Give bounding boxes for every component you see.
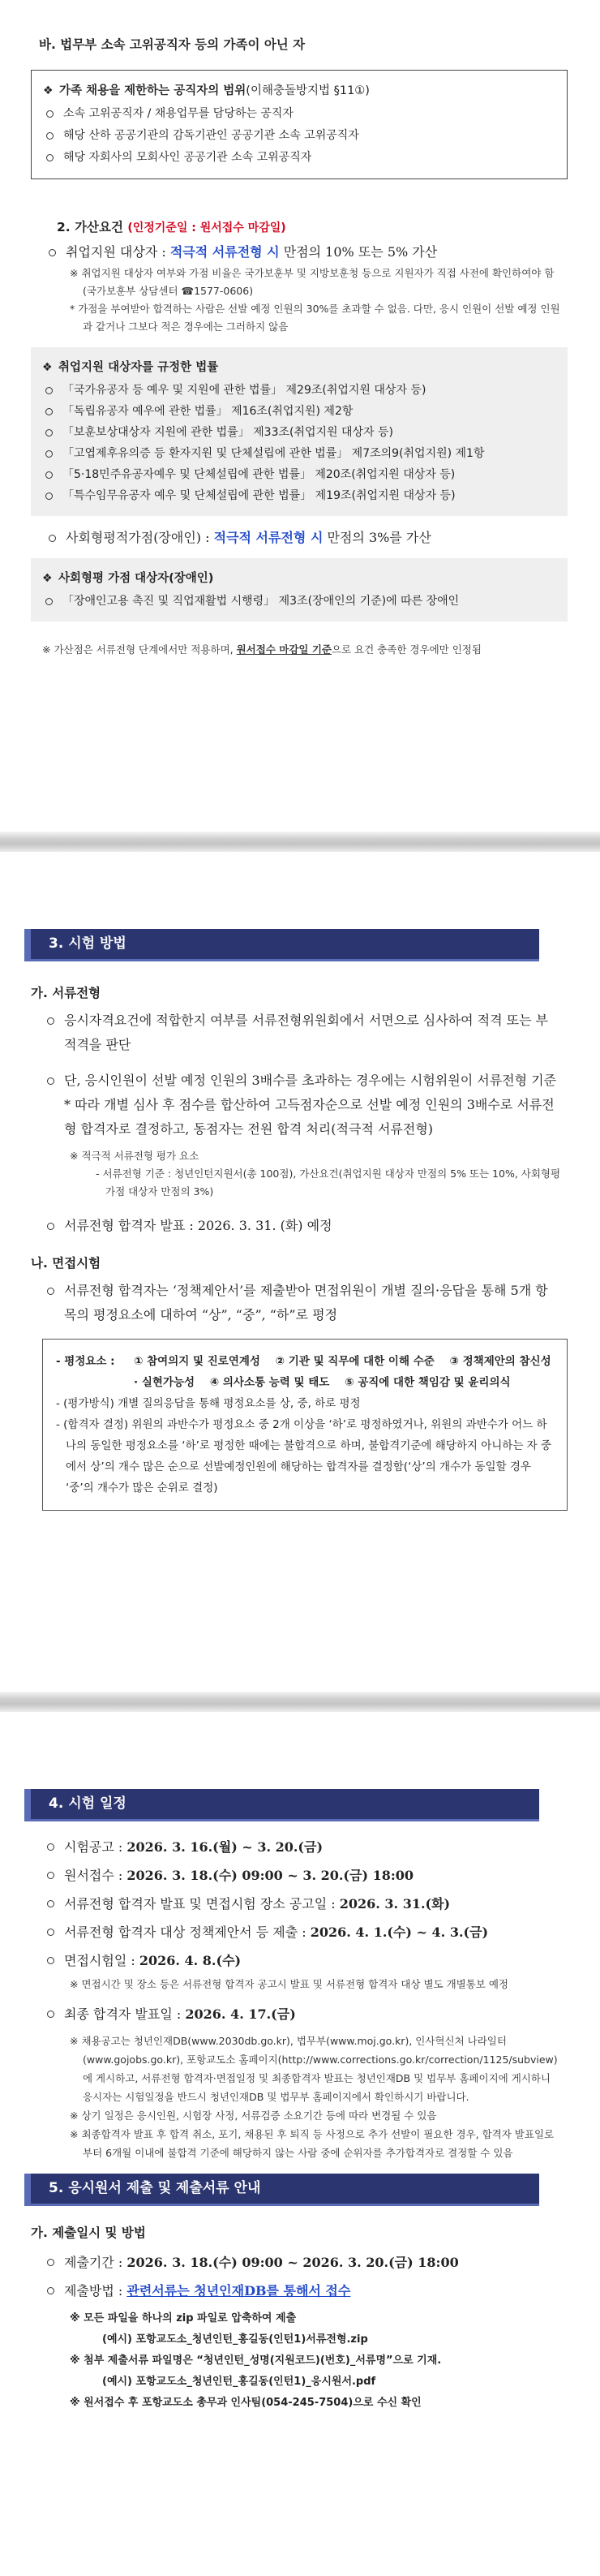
circle-bullet-icon	[47, 1017, 54, 1025]
circle-bullet-icon	[47, 1872, 54, 1879]
circle-bullet-icon	[45, 492, 53, 500]
screening-criteria-note: ※ 적극적 서류전형 평가 요소	[70, 1150, 199, 1162]
document-page-1	[0, 0, 600, 832]
submission-note: ※ 원서접수 후 포항교도소 총무과 인사팀(054-245-7504)으로 수신 확인	[70, 2397, 422, 2409]
schedule-item-text	[64, 1946, 241, 1975]
circle-bullet-icon	[47, 1843, 54, 1851]
document-screening-heading: 가. 서류전형	[31, 986, 101, 1000]
schedule-item	[24, 1833, 568, 1861]
circle-bullet-icon	[47, 1288, 54, 1295]
schedule-list	[24, 1833, 568, 1975]
interview-schedule-note: ※ 면접시간 및 장소 등은 서류전형 합격자 공고시 발표 및 서류전형 합격자 대상 별도 개별통보 예정	[70, 1978, 509, 1990]
employment-support-highlight: 적극적 서류전형 시	[169, 244, 280, 260]
schedule-item	[24, 1918, 568, 1946]
submission-heading: 가. 제출일시 및 방법	[31, 2226, 146, 2240]
schedule-note: ※ 채용공고는 청년인재DB(www.2030db.go.kr), 법무부(www.moj.go.kr), 인사혁신처 나라일터(www.gojobs.go.kr), 포항교도소 홈페이지(http://www.corrections.go.kr/correction/1125/subview)에 게시하고, 서류전형 합격자·면접일정 및 최종합격자 발표는 청년인재DB 및 법무부 홈페이지에 게시하니 응시자는 시험일정을 반드시 청년인재DB 및 법무부 홈페이지에서 확인하시기 바랍니다.	[70, 2035, 558, 2103]
social-equity-box-title	[42, 566, 556, 591]
evaluation-factors	[56, 1351, 554, 1393]
page-break	[0, 832, 600, 852]
circle-bullet-icon	[45, 598, 53, 605]
laws-box-title-text: 취업지원 대상자를 규정한 법률	[58, 361, 219, 374]
employment-support-label: 취업지원 대상자 :	[66, 244, 170, 260]
law-item-text: 「독립유공자 예우에 관한 법률」 제16조(취업지원) 제2항	[62, 405, 354, 418]
submission-method-value: 관련서류는 청년인재DB를 통해서 접수	[126, 2283, 351, 2299]
law-item-text: 「국가유공자 등 예우 및 지원에 관한 법률」 제29조(취업지원 대상자 등)	[62, 384, 426, 397]
circle-bullet-icon	[46, 154, 54, 161]
list-item-text: 소속 고위공직자 / 채용업무를 담당하는 공직자	[63, 107, 294, 120]
diamond-bullet-icon	[42, 355, 58, 380]
circle-bullet-icon	[47, 1929, 54, 1936]
evaluation-factor: ③ 정책제안의 참신성 · 실현가능성	[134, 1355, 551, 1389]
social-equity-highlight: 적극적 서류전형 시	[213, 530, 324, 545]
schedule-label: 시험공고 :	[64, 1839, 127, 1855]
schedule-date: 2026. 4. 8.(수)	[139, 1953, 242, 1968]
circle-bullet-icon	[45, 387, 53, 394]
evaluation-factors-label: - 평정요소 :	[56, 1355, 115, 1368]
schedule-note: ※ 상기 일정은 응시인원, 시험장 사정, 서류검증 소요기간 등에 따라 변경될 수 있음	[70, 2109, 437, 2122]
schedule-date: 2026. 3. 31.(화)	[339, 1896, 451, 1912]
evaluation-factor: ① 참여의지 및 진로연계성	[134, 1355, 260, 1368]
diamond-bullet-icon	[43, 79, 59, 103]
schedule-label: 서류전형 합격자 대상 정책제안서 등 제출 :	[64, 1924, 311, 1940]
family-restriction-box-title	[43, 79, 555, 103]
submission-note: ※ 모든 파일을 하나의 zip 파일로 압축하여 제출	[70, 2312, 297, 2324]
section-3-banner: 3. 시험 방법	[24, 929, 539, 961]
evaluation-factors-list	[134, 1351, 554, 1393]
list-item	[24, 1279, 568, 1327]
document-page-3	[0, 1712, 600, 2576]
laws-box	[31, 347, 568, 516]
circle-bullet-icon	[47, 1077, 54, 1085]
section-4-banner: 4. 시험 일정	[24, 1789, 539, 1821]
evaluation-factor: ⑤ 공직에 대한 책임감 및 윤리의식	[345, 1376, 511, 1389]
bonus-reference-date-note: (인정기준일 : 원서접수 마감일)	[127, 221, 286, 234]
circle-bullet-icon	[47, 1900, 54, 1907]
bonus-heading-text: 2. 가산요건	[57, 220, 128, 234]
circle-bullet-icon	[47, 1223, 54, 1230]
schedule-item-text	[64, 1918, 488, 1946]
list-item	[43, 125, 555, 147]
screening-result-announcement: 서류전형 합격자 발표 : 2026. 3. 31. (화) 예정	[64, 1218, 332, 1233]
list-item	[42, 464, 556, 485]
circle-bullet-icon	[45, 450, 53, 458]
list-item-text: 단, 응시인원이 선발 예정 인원의 3배수를 초과하는 경우에는 시험위원이 서류전형 기준* 따라 개별 심사 후 점수를 합산하여 고득점자순으로 선발 예정 인원의 3배수로 서류전형 합격자로 결정하고, 동점자는 전원 합격 처리(적극적 서류전형)	[64, 1073, 557, 1137]
circle-bullet-icon	[46, 110, 54, 118]
bonus-note-after: 으로 요건 충족한 경우에만 인정됨	[331, 643, 482, 656]
schedule-date: 2026. 4. 17.(금)	[185, 2006, 296, 2022]
social-equity-box-title-text: 사회형평 가점 대상자(장애인)	[58, 572, 214, 585]
list-item	[42, 591, 556, 612]
section-5-banner: 5. 응시원서 제출 및 제출서류 안내	[24, 2174, 539, 2206]
laws-box-title	[42, 355, 556, 380]
schedule-item	[24, 1861, 568, 1890]
list-item	[24, 1069, 568, 1142]
submission-period-item	[24, 2248, 568, 2277]
schedule-item-text	[64, 1890, 450, 1918]
list-item	[42, 443, 556, 464]
bonus-requirements-heading	[31, 215, 568, 240]
submission-period-label: 제출기간 :	[64, 2255, 127, 2270]
schedule-label: 최종 합격자 발표일 :	[64, 2006, 186, 2022]
circle-bullet-icon	[47, 2287, 54, 2294]
circle-bullet-icon	[45, 471, 53, 479]
social-equity-text	[66, 526, 431, 550]
social-equity-rest: 만점의 3%를 가산	[323, 530, 431, 545]
schedule-note: ※ 최종합격자 발표 후 합격 취소, 포기, 채용된 후 퇴직 등 사정으로 추가 선발이 필요한 경우, 합격자 발표일로부터 6개월 이내에 불합격 기준에 해당하지 않는 사람 중에 순위자를 추가합격자로 결정할 수 있음	[70, 2128, 555, 2159]
employment-support-text	[66, 240, 437, 264]
list-item-text: 응시자격요건에 적합한지 여부를 서류전형위원회에서 서면으로 심사하여 적격 또는 부적격을 판단	[64, 1013, 549, 1052]
list-item	[42, 401, 556, 422]
employment-support-rest: 만점의 10% 또는 5% 가산	[279, 244, 438, 260]
submission-period-value: 2026. 3. 18.(수) 09:00 ~ 2026. 3. 20.(금) 18:00	[126, 2255, 459, 2270]
employment-support-bonus-line	[31, 240, 568, 264]
list-item	[24, 1214, 568, 1238]
social-equity-box	[31, 558, 568, 621]
circle-bullet-icon	[47, 2010, 54, 2018]
schedule-item-text	[64, 2000, 296, 2028]
circle-bullet-icon	[47, 1957, 54, 1964]
interview-intro-text: 서류전형 합격자는 ‘정책제안서’를 제출받아 면접위원이 개별 질의·응답을 통해 5개 항목의 평정요소에 대하여 “상”, “중”, “하”로 평정	[64, 1283, 548, 1322]
family-restriction-box	[31, 70, 568, 179]
law-item-text: 「특수임무유공자 예우 및 단체설립에 관한 법률」 제19조(취업지원 대상자 등)	[62, 489, 456, 502]
submission-method-item	[24, 2277, 568, 2305]
social-equity-bonus-line	[31, 526, 568, 550]
list-item	[24, 1008, 568, 1057]
document-page-2	[0, 852, 600, 1692]
schedule-item-text	[64, 1833, 323, 1861]
pass-decision-rule: - (합격자 결정) 위원의 과반수가 평정요소 중 2개 이상을 ‘하’로 평정하였거나, 위원의 과반수가 어느 하나의 동일한 평정요소를 ‘하’로 평정한 때에는 불합격으로 하며, 불합격기준에 해당하지 아니하는 자 중에서 상’의 개수 많은 순으로 선발예정인원에 해당하는 합격자를 결정함(‘상’의 개수가 동일할 경우 ‘중’의 개수가 많은 순위로 결정)	[56, 1418, 552, 1494]
schedule-label: 서류전형 합격자 발표 및 면접시험 장소 공고일 :	[64, 1896, 340, 1912]
list-item	[42, 380, 556, 401]
family-restriction-law-ref: (이해충돌방지법 §11①)	[246, 84, 370, 97]
submission-example: (예시) 포항교도소_청년인턴_홍길동(인턴1)_응시원서.pdf	[102, 2376, 376, 2388]
employment-support-note: ※ 취업지원 대상자 여부와 가점 비율은 국가보훈부 및 지방보훈청 등으로 지원자가 직접 사전에 확인하여야 함(국가보훈부 상담센터 ☎1577-0606)	[70, 267, 555, 297]
bonus-note-before: ※ 가산점은 서류전형 단계에서만 적용하며,	[42, 643, 237, 656]
schedule-label: 면접시험일 :	[64, 1953, 139, 1968]
law-item-text: 「5·18민주유공자예우 및 단체설립에 관한 법률」 제20조(취업지원 대상자 등)	[62, 468, 456, 481]
list-item	[42, 422, 556, 443]
list-item-text: 해당 산하 공공기관의 감독기관인 공공기관 소속 고위공직자	[63, 129, 359, 142]
schedule-item-text	[64, 1861, 414, 1890]
circle-bullet-icon	[45, 429, 53, 437]
list-item	[43, 147, 555, 169]
final-announcement-item	[24, 2000, 568, 2028]
submission-method-text	[64, 2277, 350, 2305]
schedule-item	[24, 1890, 568, 1918]
circle-bullet-icon	[46, 132, 54, 140]
circle-bullet-icon	[49, 249, 56, 256]
submission-note: ※ 첨부 제출서류 파일명은 “청년인턴_성명(지원코드)(번호)_서류명”으로 기재.	[70, 2355, 442, 2367]
bonus-note-emphasis: 원서접수 마감일 기준	[236, 643, 332, 656]
circle-bullet-icon	[49, 535, 56, 542]
social-equity-label: 사회형평적가점(장애인) :	[66, 530, 214, 545]
list-item-text: 해당 자회사의 모회사인 공공기관 소속 고위공직자	[63, 151, 312, 164]
evaluation-method: - (평가방식) 개별 질의응답을 통해 평정요소를 상, 중, 하로 평정	[56, 1397, 361, 1410]
family-restriction-heading: 바. 법무부 소속 고위공직자 등의 가족이 아닌 자	[39, 37, 306, 52]
interview-heading: 나. 면접시험	[31, 1256, 101, 1271]
schedule-date: 2026. 4. 1.(수) ~ 4. 3.(금)	[310, 1924, 489, 1940]
schedule-item	[24, 1946, 568, 1975]
evaluation-factor: ④ 의사소통 능력 및 태도	[209, 1376, 330, 1389]
bonus-application-note	[31, 641, 568, 659]
interview-evaluation-box	[42, 1339, 568, 1511]
schedule-date: 2026. 3. 18.(수) 09:00 ~ 3. 20.(금) 18:00	[126, 1868, 414, 1883]
submission-period-text	[64, 2248, 459, 2277]
diamond-bullet-icon	[42, 566, 58, 591]
social-equity-item-text: 「장애인고용 촉진 및 직업재활법 시행령」 제3조(장애인의 기준)에 따른 장애인	[62, 595, 460, 608]
schedule-date: 2026. 3. 16.(월) ~ 3. 20.(금)	[126, 1839, 324, 1855]
schedule-label: 원서접수 :	[64, 1868, 127, 1883]
list-item	[42, 485, 556, 506]
list-item	[43, 103, 555, 125]
family-restriction-title-text: 가족 채용을 제한하는 공직자의 범위	[59, 84, 246, 97]
circle-bullet-icon	[47, 2259, 54, 2266]
evaluation-factor: ② 기관 및 직무에 대한 이해 수준	[275, 1355, 435, 1368]
law-item-text: 「고엽제후유의증 등 환자지원 및 단체설립에 관한 법률」 제7조의9(취업지원) 제1항	[62, 447, 485, 460]
page-break	[0, 1692, 600, 1712]
circle-bullet-icon	[45, 408, 53, 415]
law-item-text: 「보훈보상대상자 지원에 관한 법률」 제33조(취업지원 대상자 등)	[62, 426, 394, 439]
submission-example: (예시) 포항교도소_청년인턴_홍길동(인턴1)서류전형.zip	[102, 2333, 368, 2346]
screening-criteria-detail: - 서류전형 기준 : 청년인턴지원서(총 100점), 가산요건(취업지원 대상자 만점의 5% 또는 10%, 사회형평가점 대상자 만점의 3%)	[96, 1168, 561, 1198]
bonus-limit-note: * 가점을 부여받아 합격하는 사람은 선발 예정 인원의 30%를 초과할 수 없음. 다만, 응시 인원이 선발 예정 인원과 같거나 그보다 적은 경우에는 그러하지 않음	[70, 303, 560, 333]
submission-method-label: 제출방법 :	[64, 2283, 127, 2299]
